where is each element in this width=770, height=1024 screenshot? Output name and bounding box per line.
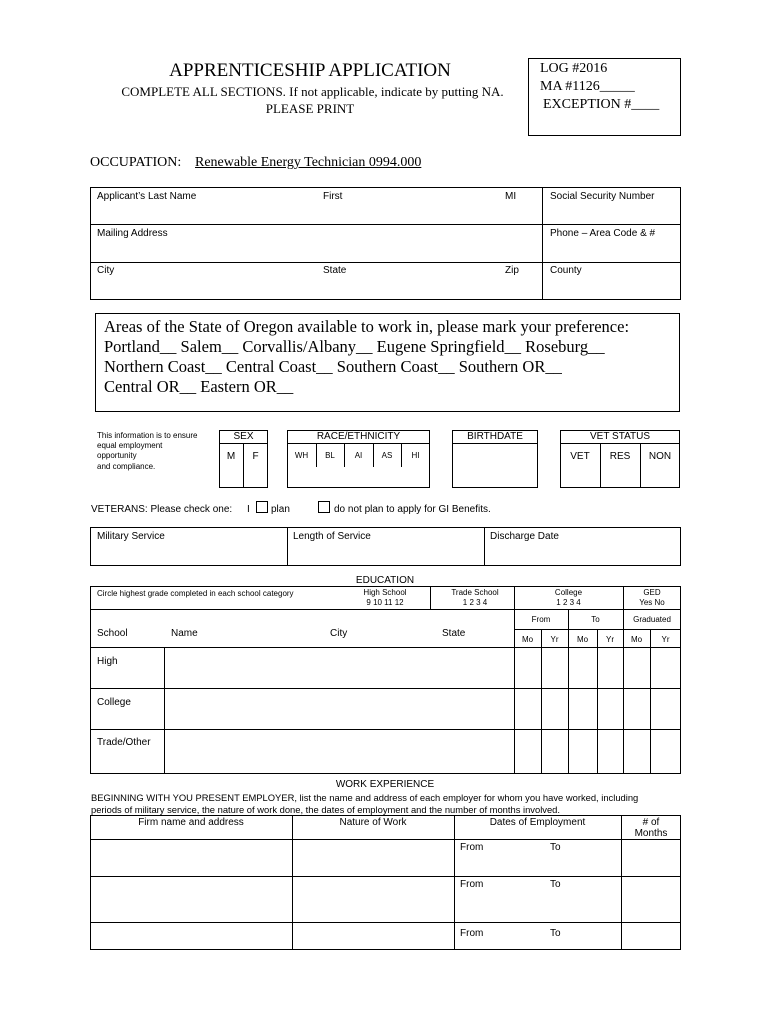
work-experience-table: [90, 815, 681, 950]
months-header-2: Months: [634, 828, 668, 839]
graduated-header: Graduated: [633, 615, 671, 624]
veterans-label: VETERANS: Please check one:: [91, 504, 233, 515]
dates-header: Dates of Employment: [489, 817, 586, 828]
work-row-3-to[interactable]: To: [550, 928, 561, 939]
graduated-mo-header: Mo: [630, 635, 643, 644]
state-header: State: [442, 628, 466, 639]
eeo-note-4: and compliance.: [97, 462, 156, 471]
military-service-field[interactable]: Military Service: [97, 531, 165, 542]
school-header: School: [97, 628, 128, 639]
vet-option-non[interactable]: NON: [648, 451, 672, 462]
veterans-option-prefix: I: [247, 504, 250, 515]
birthdate-header: BIRTHDATE: [467, 431, 523, 442]
race-header: RACE/ETHNICITY: [316, 431, 401, 442]
race-option-as[interactable]: AS: [381, 451, 393, 460]
no-plan-gi-label: do not plan to apply for GI Benefits.: [334, 504, 491, 515]
work-areas-prompt: Areas of the State of Oregon available to work in, please mark your preference:: [104, 317, 630, 336]
work-areas-line-2[interactable]: Portland__ Salem__ Corvallis/Albany__ Eugene Springfield__ Roseburg__: [104, 337, 605, 356]
length-of-service-field[interactable]: Length of Service: [293, 531, 371, 542]
plan-gi-label: plan: [271, 504, 290, 515]
race-option-ai[interactable]: AI: [354, 451, 363, 460]
firm-header: Firm name and address: [138, 817, 244, 828]
log-number: LOG #2016: [540, 61, 608, 76]
from-mo-header: Mo: [521, 635, 534, 644]
ma-number: MA #1126_____: [540, 79, 635, 94]
from-yr-header: Yr: [550, 635, 559, 644]
education-row-college: College: [97, 697, 131, 708]
from-header: From: [531, 615, 551, 624]
graduated-yr-header: Yr: [661, 635, 670, 644]
city-header: City: [330, 628, 348, 639]
work-row-1-from[interactable]: From: [460, 842, 484, 853]
plan-gi-checkbox[interactable]: [256, 501, 268, 513]
middle-initial-field[interactable]: MI: [505, 191, 517, 202]
work-instructions-2: periods of military service, the nature of work done, the dates of employment and the number of months involved.: [91, 804, 560, 815]
high-school-grades[interactable]: 9 10 11 12: [366, 598, 404, 607]
work-row-2-to[interactable]: To: [550, 879, 561, 890]
sex-header: SEX: [233, 431, 254, 442]
ged-header: GED: [643, 588, 661, 597]
to-header: To: [591, 615, 600, 624]
eeo-note-1: This information is to ensure: [97, 431, 198, 440]
instructions: COMPLETE ALL SECTIONS. If not applicable, indicate by putting NA.: [121, 84, 504, 99]
education-row-trade: Trade/Other: [97, 737, 151, 748]
city-field[interactable]: City: [97, 265, 115, 276]
mailing-address-field[interactable]: Mailing Address: [97, 228, 168, 239]
work-areas-box: [95, 313, 680, 412]
vet-option-vet[interactable]: VET: [570, 451, 590, 462]
vet-option-res[interactable]: RES: [609, 451, 631, 462]
sex-female-option[interactable]: F: [252, 451, 259, 462]
work-row-3-from[interactable]: From: [460, 928, 484, 939]
education-title: EDUCATION: [355, 575, 415, 586]
work-areas-line-4[interactable]: Central OR__ Eastern OR__: [104, 377, 294, 396]
ssn-field[interactable]: Social Security Number: [550, 191, 655, 202]
zip-field[interactable]: Zip: [505, 265, 519, 276]
please-print: PLEASE PRINT: [265, 101, 355, 116]
first-name-field[interactable]: First: [323, 191, 343, 202]
no-plan-gi-checkbox[interactable]: [318, 501, 330, 513]
county-field[interactable]: County: [550, 265, 582, 276]
race-option-wh[interactable]: WH: [294, 451, 309, 460]
work-areas-line-3[interactable]: Northern Coast__ Central Coast__ Southern Coast__ Southern OR__: [104, 357, 562, 376]
education-row-high: High: [97, 656, 118, 667]
state-field[interactable]: State: [323, 265, 347, 276]
nature-header: Nature of Work: [339, 817, 407, 828]
high-school-header: High School: [363, 588, 407, 597]
occupation-value: Renewable Energy Technician 0994.000: [195, 155, 422, 170]
vet-status-header: VET STATUS: [589, 431, 650, 442]
military-table: [90, 527, 681, 566]
office-use-box: [528, 58, 681, 136]
trade-school-grades[interactable]: 1 2 3 4: [462, 598, 488, 607]
eeo-note-3: opportunity: [97, 451, 137, 460]
discharge-date-field[interactable]: Discharge Date: [490, 531, 559, 542]
last-name-field[interactable]: Applicant’s Last Name: [97, 191, 197, 202]
exception-number: EXCEPTION #____: [543, 97, 660, 112]
sex-male-option[interactable]: M: [226, 451, 236, 462]
eeo-note-2: equal employment: [97, 441, 163, 450]
work-instructions-1: BEGINNING WITH YOU PRESENT EMPLOYER, list the name and address of each employer for whom you have worked, including: [91, 792, 639, 803]
race-option-bl[interactable]: BL: [325, 451, 335, 460]
work-row-2-from[interactable]: From: [460, 879, 484, 890]
circle-grade-note: Circle highest grade completed in each school category: [97, 589, 294, 598]
trade-school-header: Trade School: [451, 588, 499, 597]
occupation-label: OCCUPATION:: [90, 155, 182, 170]
to-yr-header: Yr: [606, 635, 614, 644]
months-header-1: # of: [642, 817, 660, 828]
work-row-1-to[interactable]: To: [550, 842, 561, 853]
applicant-info-table: [90, 187, 681, 300]
college-grades[interactable]: 1 2 3 4: [556, 598, 581, 607]
phone-field[interactable]: Phone – Area Code & #: [550, 228, 656, 239]
college-header: College: [554, 588, 583, 597]
race-option-hi[interactable]: HI: [411, 451, 420, 460]
form-title: APPRENTICESHIP APPLICATION: [169, 60, 451, 81]
name-header: Name: [171, 628, 198, 639]
work-experience-title: WORK EXPERIENCE: [335, 779, 435, 790]
ged-options[interactable]: Yes No: [639, 598, 665, 607]
to-mo-header: Mo: [576, 635, 589, 644]
